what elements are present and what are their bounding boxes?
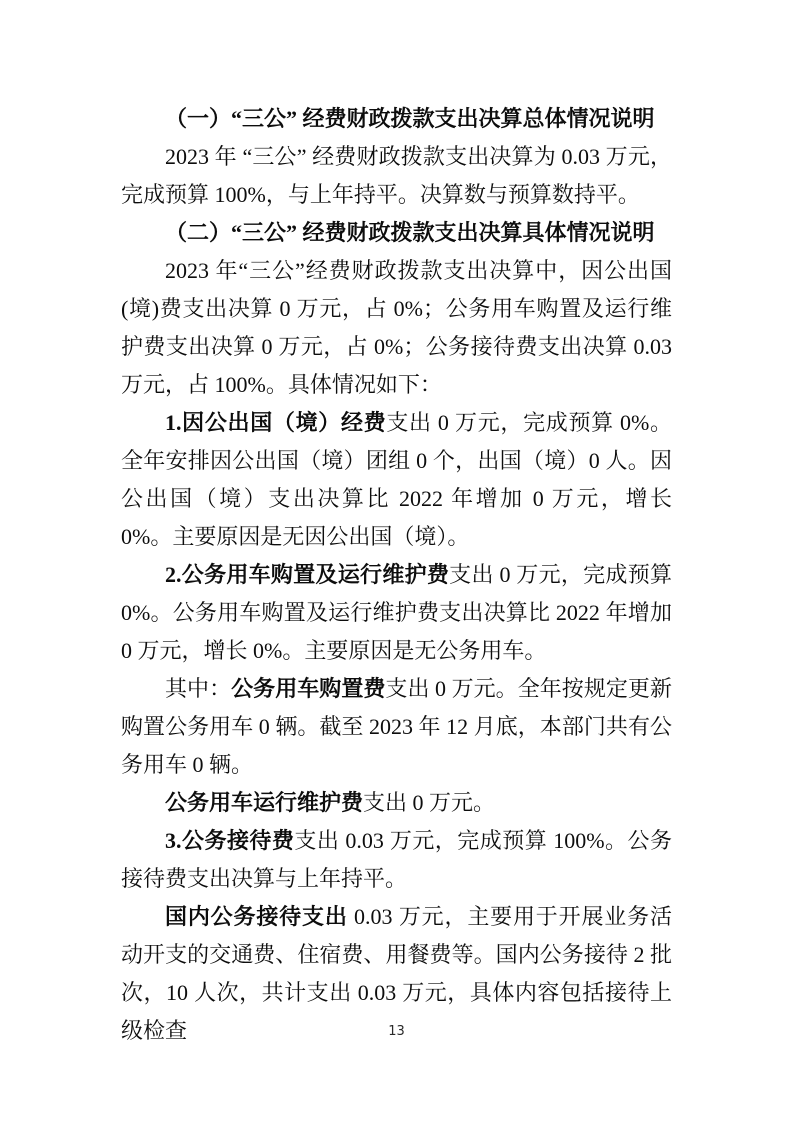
abroad-expense-text: 支出 0 万元，完成预算 0%。全年安排因公出国（境）团组 0 个，出国（境）0 人。因公出国（境）支出决算比 2022 年增加 0 万元，增长 0%。主要原因是无因公出国（境）。 [121, 410, 672, 549]
vehicle-expense-text: 支出 0 万元，完成预算 0%。公务用车购置及运行维护费支出决算比 2022 年增加 0 万元，增长 0%。主要原因是无公务用车。 [121, 562, 672, 663]
paragraph-vehicle-purchase [121, 670, 672, 784]
abroad-expense-label: 1.因公出国（境）经费 [165, 410, 387, 435]
section-heading-detail: （二）“三公” 经费财政拨款支出决算具体情况说明 [165, 220, 655, 245]
paragraph-vehicle-maintenance [121, 784, 672, 822]
reception-expense-label: 3.公务接待费 [165, 828, 295, 853]
paragraph-abroad-expense [121, 404, 672, 556]
vehicle-purchase-text: 支出 0 万元。全年按规定更新购置公务用车 0 辆。截至 2023 年 12 月底，本部门共有公务用车 0 辆。 [121, 676, 672, 777]
page-number: 13 [388, 1024, 405, 1039]
paragraph-detail-summary: 2023 年“三公”经费财政拨款支出决算中，因公出国(境)费支出决算 0 万元，占 0%；公务用车购置及运行维护费支出决算 0 万元，占 0%；公务接待费支出决算 0.03 万元，占 100%。具体情况如下： [121, 258, 672, 397]
vehicle-purchase-label: 公务用车购置费 [231, 676, 386, 701]
paragraph-overall-summary: 2023 年 “三公” 经费财政拨款支出决算为 0.03 万元，完成预算 100%，与上年持平。决算数与预算数持平。 [121, 144, 672, 207]
vehicle-purchase-lead: 其中： [165, 676, 232, 701]
paragraph-reception-expense [121, 822, 672, 898]
vehicle-maintenance-label: 公务用车运行维护费 [165, 790, 364, 815]
page-content [121, 100, 672, 1050]
section-heading-overall: （一）“三公” 经费财政拨款支出决算总体情况说明 [165, 106, 655, 131]
vehicle-maintenance-text: 支出 0 万元。 [363, 790, 496, 815]
domestic-reception-label: 国内公务接待支出 [165, 904, 348, 929]
reception-expense-text: 支出 0.03 万元，完成预算 100%。公务接待费支出决算与上年持平。 [121, 828, 672, 891]
vehicle-expense-label: 2.公务用车购置及运行维护费 [165, 562, 450, 587]
paragraph-vehicle-expense [121, 556, 672, 670]
domestic-reception-text: 0.03 万元，主要用于开展业务活动开支的交通费、住宿费、用餐费等。国内公务接待 2 批次，10 人次，共计支出 0.03 万元，具体内容包括接待上级检查 [121, 904, 672, 1043]
